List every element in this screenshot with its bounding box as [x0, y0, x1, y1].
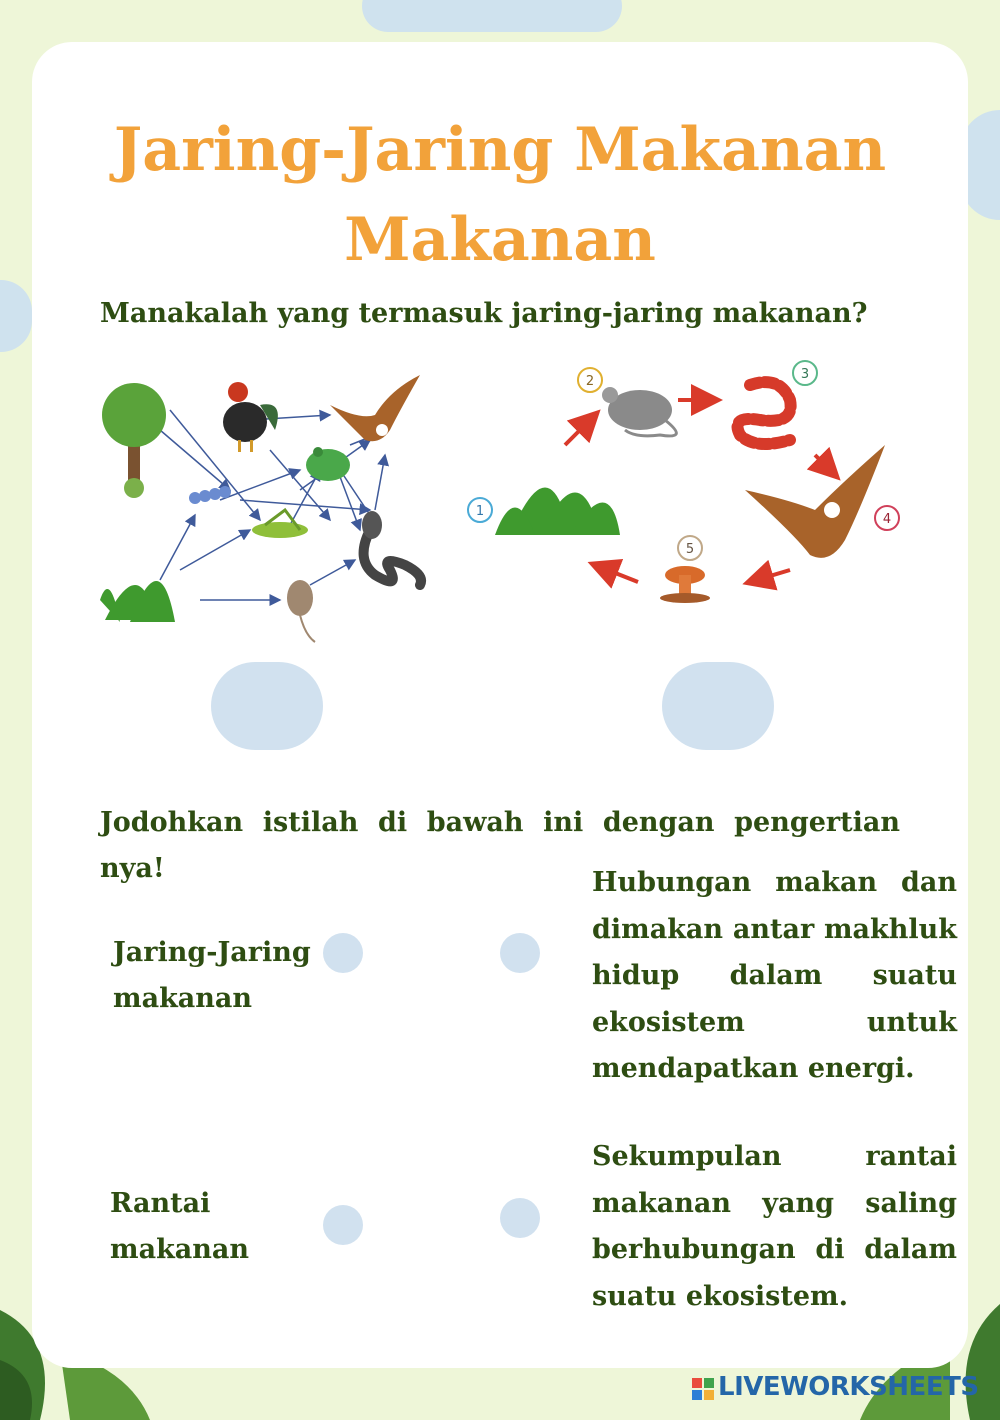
chain-number-5-label: 5	[685, 542, 695, 557]
tree-icon	[102, 383, 166, 498]
food-chain-illustration	[460, 360, 900, 620]
question-1: Manakalah yang termasuk jaring-jaring makanan?	[100, 298, 868, 329]
mushroom-icon	[660, 566, 710, 603]
grass-icon	[495, 488, 620, 536]
grasshopper-icon	[252, 510, 308, 538]
eagle-icon	[745, 445, 885, 558]
coral-snake-icon	[738, 382, 791, 444]
cloud-left	[0, 280, 32, 352]
grass-icon	[100, 581, 175, 622]
title-line-1: Jaring-Jaring Makanan	[113, 115, 887, 185]
cobra-icon	[362, 511, 421, 585]
chain-number-4-label: 4	[882, 512, 892, 527]
answer-drop-zone-right[interactable]	[662, 662, 774, 750]
definition-1: Hubungan makan dan dimakan antar makhluk hidup dalam suatu ekosistem untuk mendapatkan energi.	[592, 867, 957, 1084]
term-rantai: Rantai makanan	[110, 1188, 250, 1265]
page-title	[0, 105, 1000, 285]
chain-number-1-label: 1	[475, 504, 485, 519]
match-dot-def-2[interactable]	[500, 1198, 540, 1238]
food-web-illustration	[100, 370, 440, 650]
question-2: Jodohkan istilah di bawah ini dengan pengertian nya!	[100, 807, 900, 884]
answer-drop-zone-left[interactable]	[211, 662, 323, 750]
brand-label: LIVEWORKSHEETS	[718, 1372, 979, 1402]
chain-number-2-label: 2	[585, 374, 595, 389]
match-dot-def-1[interactable]	[500, 933, 540, 973]
mouse-icon	[287, 580, 315, 642]
match-dot-term-1[interactable]	[323, 933, 363, 973]
chain-number-3-label: 3	[800, 367, 810, 382]
liveworksheets-logo-icon	[692, 1378, 716, 1400]
match-dot-term-2[interactable]	[323, 1205, 363, 1245]
term-jaring-jaring: Jaring-Jaring makanan	[113, 937, 311, 1014]
rooster-icon	[223, 382, 278, 452]
cloud-top	[362, 0, 622, 32]
definition-2: Sekumpulan rantai makanan yang saling berhubungan di dalam suatu ekosistem.	[592, 1141, 957, 1312]
title-line-2: Makanan	[344, 205, 656, 275]
caterpillar-icon	[189, 486, 231, 504]
eagle-icon	[330, 375, 420, 441]
rat-icon	[602, 387, 676, 436]
frog-icon	[306, 447, 350, 481]
